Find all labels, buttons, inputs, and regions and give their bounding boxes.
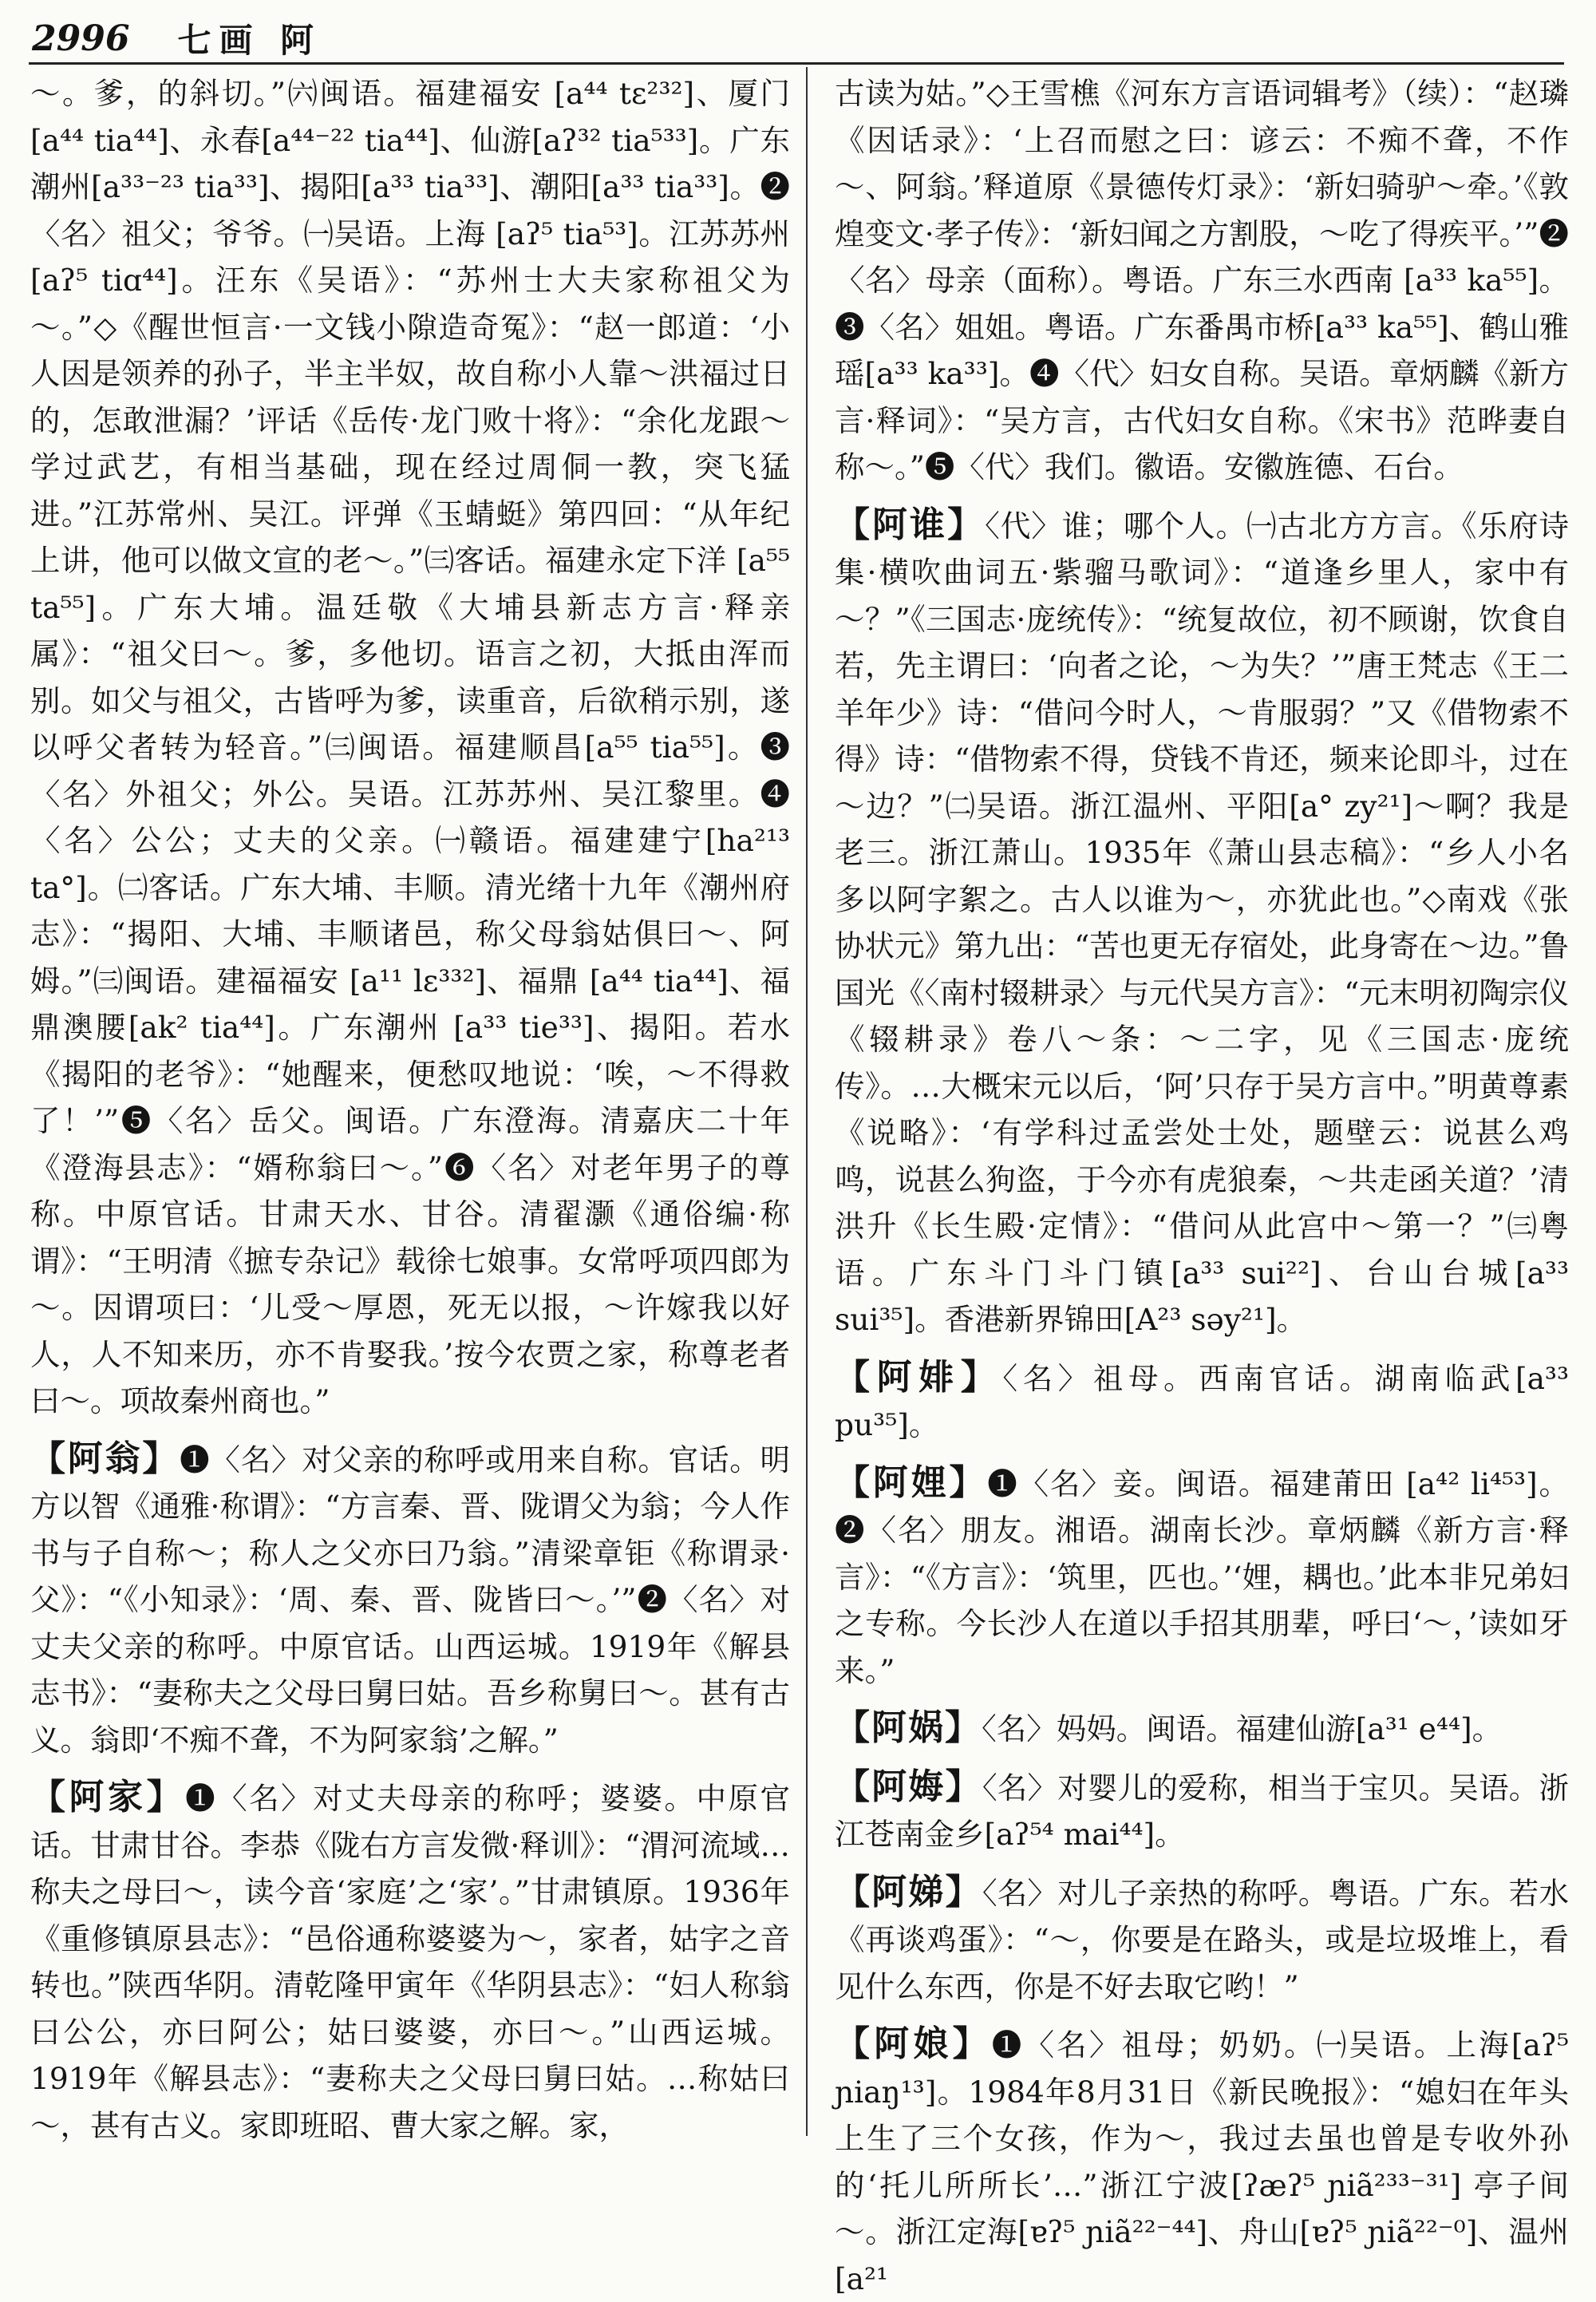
entry-text: 〈名〉对儿子亲热的称呼。粤语。广东。若水《再谈鸡蛋》：“～，你要是在路头，或是垃圾堆上，看见什么东西，你是不好去取它哟！”	[835, 1875, 1570, 2004]
entry-headword: 【阿娘】	[835, 2023, 992, 2064]
entry-headword: 【阿娌】	[835, 1461, 988, 1503]
entry-a-bu	[835, 1355, 1569, 1449]
entry-continuation	[30, 70, 790, 1425]
page-number: 2996	[32, 18, 130, 59]
entry-text: ❶〈名〉对父亲的称呼或用来自称。官话。明方以智《通雅·称谓》：“方言秦、晋、陇谓父为翁；今人作书与子自称～；称人之父亦曰乃翁。”清梁章钜《称谓录·父》：“《小知录》：‘周、秦、晋、陇皆曰～。’”❷〈名〉对丈夫父亲的称呼。中原官话。山西运城。1919年《解县志书》：“妻称夫之父母曰舅曰姑。吾乡称舅曰～。甚有古义。翁即‘不痴不聋，不为阿家翁’之解。”	[30, 1442, 791, 1758]
entry-a-jia	[30, 1774, 790, 2149]
entry-text: ❶〈名〉祖母；奶奶。㈠吴语。上海[aʔ⁵ ɲiaŋ¹³]。1984年8月31日《新民晚报》：“媳妇在年头上生了三个女孩，作为～，我过去虽也曾是专收外孙的‘托儿所所长’…”浙江宁波[ʔæʔ⁵ ɲiã²³³⁻³¹] 亭子间～。浙江定海[ɐʔ⁵ ɲiã²²⁻⁴⁴]、舟山[ɐʔ⁵ ɲiã²²⁻⁰]、温州 [a²¹	[835, 2027, 1570, 2296]
entry-headword: 【阿娲】	[835, 1707, 982, 1748]
entry-a-e	[835, 1705, 1569, 1753]
entry-text: ～。爹，的斜切。”㈥闽语。福建福安 [a⁴⁴ tɛ²³²]、厦门 [a⁴⁴ tia⁴⁴]、永春[a⁴⁴⁻²² tia⁴⁴]、仙游[aʔ³² tia⁵³³]。广东潮州[a³³⁻²³ tia³³]、揭阳[a³³ tia³³]、潮阳[a³³ tia³³]。❷〈名〉祖父；爷爷。㈠吴语。上海 [aʔ⁵ tia⁵³]。江苏苏州[aʔ⁵ tiɑ⁴⁴]。汪东《吴语》：“苏州士大夫家称祖父为～。”◇《醒世恒言·一文钱小隙造奇冤》：“赵一郎道：‘小人因是领养的孙子，半主半奴，故自称小人靠～洪福过日的，怎敢泄漏？’评话《岳传·龙门败十将》：“余化龙跟～学过武艺，有相当基础，现在经过周侗一教，突飞猛进。”江苏常州、吴江。评弹《玉蜻蜓》第四回：“从年纪上讲，他可以做文宣的老～。”㈢客话。福建永定下洋 [a⁵⁵ ta⁵⁵]。广东大埔。温廷敬《大埔县新志方言·释亲属》：“祖父曰～。爹，多他切。语言之初，大抵由浑而别。如父与祖父，古皆呼为爹，读重音，后欲稍示别，遂以呼父者转为轻音。”㈢闽语。福建顺昌[a⁵⁵ tia⁵⁵]。❸〈名〉外祖父；外公。吴语。江苏苏州、吴江黎里。❹〈名〉公公；丈夫的父亲。㈠赣语。福建建宁[ha²¹³ ta°]。㈡客话。广东大埔、丰顺。清光绪十九年《潮州府志》：“揭阳、大埔、丰顺诸邑，称父母翁姑俱曰～、阿姆。”㈢闽语。建福福安 [a¹¹ lɛ³³²]、福鼎 [a⁴⁴ tia⁴⁴]、福鼎澳腰[ak² tia⁴⁴]。广东潮州 [a³³ tie³³]、揭阳。若水《揭阳的老爷》：“她醒来，便愁叹地说：‘唉，～不得救了！’”❺〈名〉岳父。闽语。广东澄海。清嘉庆二十年《澄海县志》：“婿称翁曰～。”❻〈名〉对老年男子的尊称。中原官话。甘肃天水、甘谷。清翟灏《通俗编·称谓》：“王明清《摭专杂记》载徐七娘事。女常呼项四郎为～。因谓项曰：‘儿受～厚恩，死无以报，～许嫁我以好人，人不知来历，亦不肯娶我。’按今农贾之家，称尊老者曰～。项故秦州商也。”	[30, 76, 790, 1418]
entry-text: 〈名〉对婴儿的爱称，相当于宝贝。吴语。浙江苍南金乡[aʔ⁵⁴ mai⁴⁴]。	[835, 1770, 1570, 1852]
entry-headword: 【阿翁】	[30, 1438, 180, 1479]
right-column	[835, 70, 1570, 2296]
entry-text: ❶〈名〉妾。闽语。福建莆田 [a⁴² li⁴⁵³]。❷〈名〉朋友。湘语。湖南长沙。章炳麟《新方言·释言》：“《方言》：‘筑里，匹也。’‘娌，耦也。’此本非兄弟妇之专称。今长沙人在道以手招其朋辈，呼曰‘～，’读如牙来。”	[835, 1465, 1570, 1688]
entry-headword: 【阿娒】	[835, 1766, 982, 1807]
entry-text: 古读为姑。”◇王雪樵《河东方言语词辑考》（续）：“赵璘《因话录》：‘上召而慰之曰：谚云：不痴不聋，不作～、阿翁。’释道原《景德传灯录》：‘新妇骑驴～牵。’《敦煌变文·孝子传》：‘新妇闻之方割股，～吃了得疾平。’”❷〈名〉母亲（面称）。粤语。广东三水西南 [a³³ ka⁵⁵]。❸〈名〉姐姐。粤语。广东番禺市桥[a³³ ka⁵⁵]、鹤山雅瑶[a³³ ka³³]。❹〈代〉妇女自称。吴语。章炳麟《新方言·释词》：“吴方言，古代妇女自称。《宋书》范晔妻自称～。”❺〈代〉我们。徽语。安徽旌德、石台。	[835, 76, 1569, 485]
left-column	[30, 70, 791, 2143]
entry-headword: 【阿娣】	[835, 1871, 982, 1912]
entry-text: 〈代〉谁；哪个人。㈠古北方方言。《乐府诗集·横吹曲词五·紫骝马歌词》：“道逢乡里人，家中有～？”《三国志·庞统传》：“统复故位，初不顾谢，饮食自若，先主谓曰：‘向者之论，～为失？’”唐王梵志《王二羊年少》诗：“借问今时人，～肯服弱？”又《借物索不得》诗：“借物索不得，贷钱不肯还，频来论即斗，过在～边？”㈡吴语。浙江温州、平阳[a° zy²¹]～啊？我是老三。浙江萧山。1935年《萧山县志稿》：“乡人小名多以阿字絮之。古人以谁为～，亦犹此也。”◇南戏《张协状元》第九出：“苦也更无存宿处，此身寄在～边。”鲁国光《〈南村辍耕录〉与元代吴方言》：“元末明初陶宗仪《辍耕录》卷八～条：～二字，见《三国志·庞统传》。…大概宋元以后，‘阿’只存于吴方言中。”明黄尊素《说略》：‘有学科过孟尝处士处，题壁云：说甚么鸡鸣，说甚么狗盗，于今亦有虎狼秦，～共走函关道？’清洪升《长生殿·定情》：“借问从此宫中～第一？”㈢粤语。广东斗门斗门镇[a³³ sui²²]、台山台城[a³³ sui³⁵]。香港新界锦田[A²³ səy²¹]。	[835, 508, 1570, 1337]
entry-text: ❶〈名〉对丈夫母亲的称呼；婆婆。中原官话。甘肃甘谷。李恭《陇右方言发微·释训》：“渭河流域…称夫之母曰～，读今音‘家庭’之‘家’。”甘肃镇原。1936年《重修镇原县志》：“邑俗通称婆婆为～，家者，姑字之音转也。”陕西华阴。清乾隆甲寅年《华阴县志》：“妇人称翁曰公公，亦曰阿公；姑曰婆婆，亦曰～。”山西运城。1919年《解县志》：“妻称夫之父母曰舅曰姑。…称姑曰～，甚有古义。家即班昭、曹大家之解。家，	[30, 1781, 791, 2143]
running-title: 七画 阿	[177, 21, 322, 60]
entry-a-jia-continuation	[835, 70, 1569, 491]
header-rule	[29, 62, 1564, 65]
entry-headword: 【阿婔】	[835, 1356, 1003, 1398]
entry-a-mai	[835, 1764, 1569, 1858]
page-header	[32, 14, 322, 62]
entry-a-li	[835, 1460, 1569, 1695]
entry-a-shui	[835, 502, 1569, 1343]
entry-a-di	[835, 1869, 1569, 2011]
entry-a-weng	[30, 1436, 790, 1764]
entry-text: 〈名〉祖母。西南官话。湖南临武[a³³ pu³⁵]。	[835, 1360, 1569, 1442]
entry-text: 〈名〉妈妈。闽语。福建仙游[a³¹ e⁴⁴]。	[982, 1711, 1503, 1746]
column-divider	[806, 67, 808, 2136]
entry-a-niang	[835, 2021, 1569, 2302]
entry-headword: 【阿家】	[30, 1777, 186, 1817]
entry-headword: 【阿谁】	[835, 504, 986, 545]
